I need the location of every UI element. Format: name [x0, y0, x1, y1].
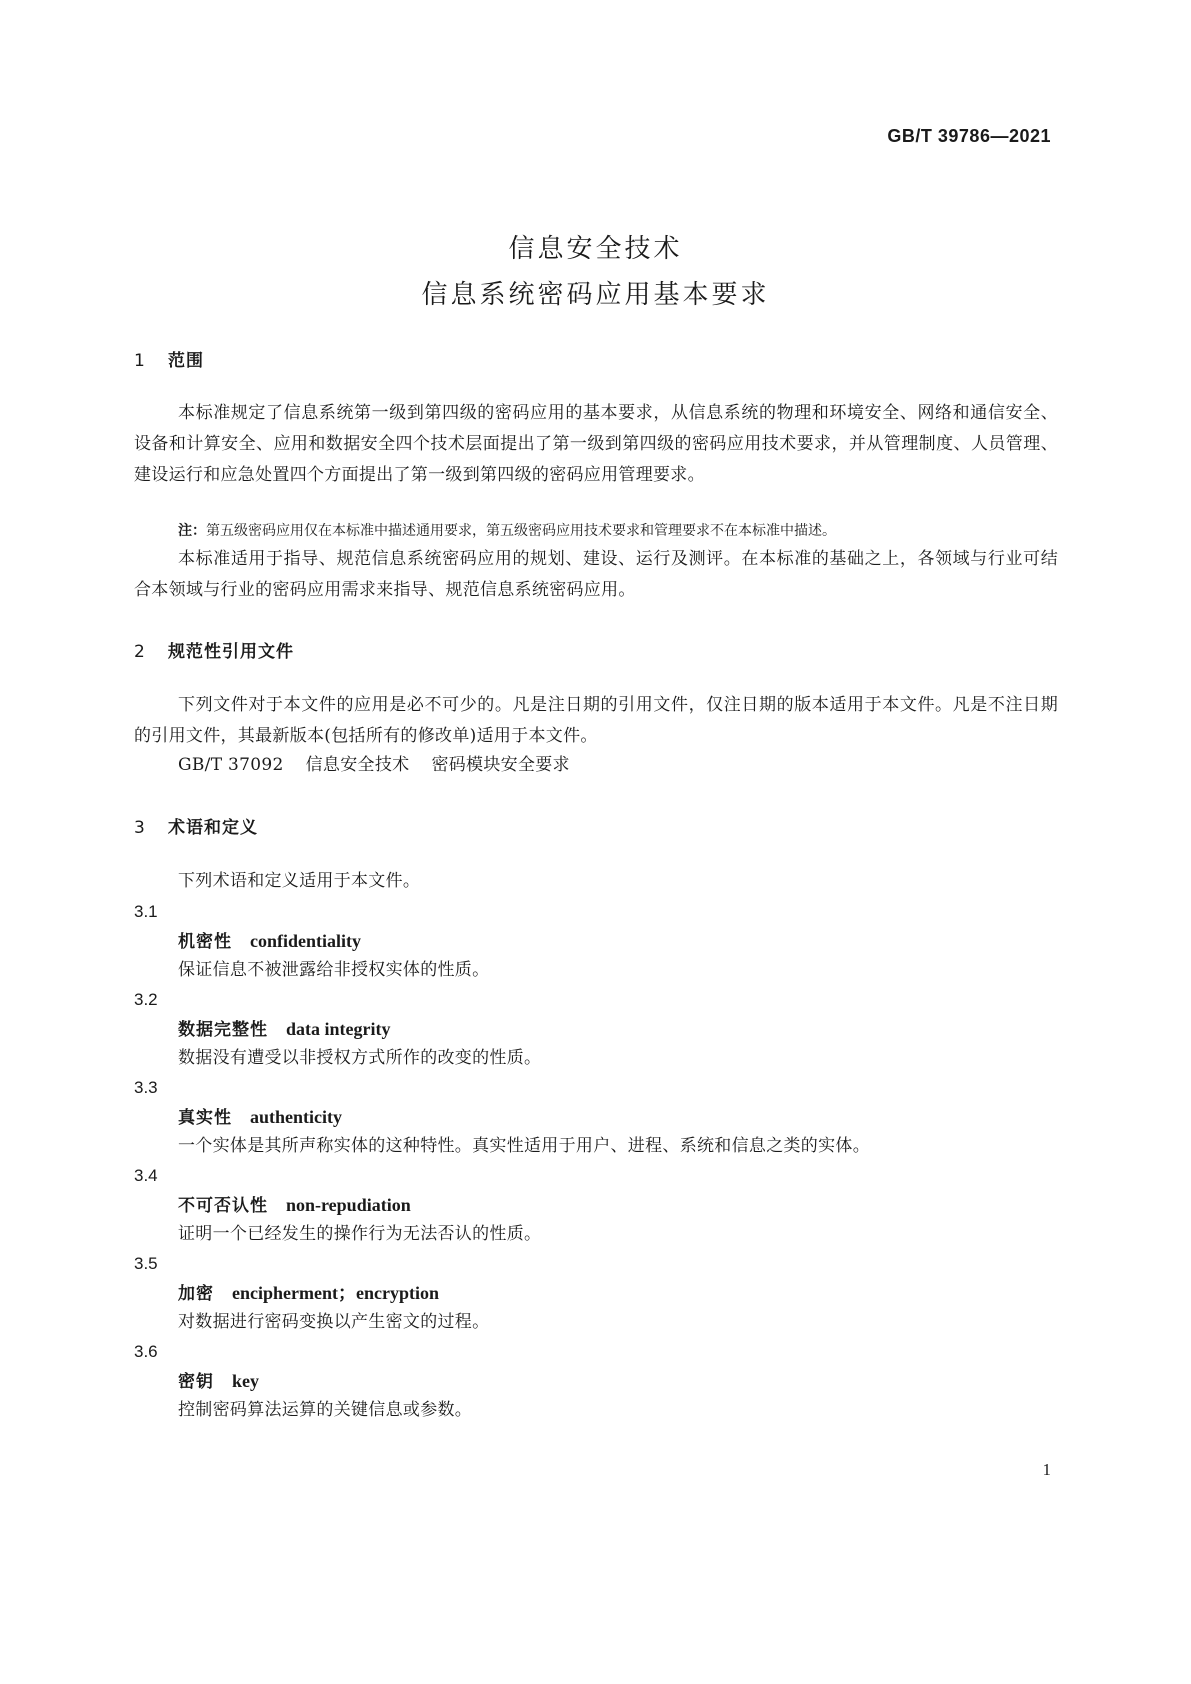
- term-name-en: non-repudiation: [286, 1195, 411, 1215]
- scope-paragraph-1: 本标准规定了信息系统第一级到第四级的密码应用的基本要求，从信息系统的物理和环境安全、网络和通信安全、设备和计算安全、应用和数据安全四个技术层面提出了第一级到第四级的密码应用技术要求，并从管理制度、人员管理、建设运行和应急处置四个方面提出了第一级到第四级的密码应用管理要求。: [134, 403, 1058, 485]
- section-heading-normative-references: [134, 637, 294, 662]
- term-name: [178, 1104, 342, 1131]
- section-heading-terms: [134, 813, 258, 838]
- term-name-en: key: [232, 1371, 259, 1391]
- term-name-zh: 密钥: [178, 1372, 214, 1392]
- section-number: 3: [134, 818, 146, 838]
- term-name: [178, 1016, 390, 1043]
- term-name-zh: 不可否认性: [178, 1196, 268, 1216]
- term-definition: 保证信息不被泄露给非授权实体的性质。: [178, 960, 490, 980]
- term-name-zh: 真实性: [178, 1108, 232, 1128]
- section-title: 术语和定义: [168, 818, 258, 838]
- term-definition: 对数据进行密码变换以产生密文的过程。: [178, 1312, 490, 1332]
- term-name-zh: 加密: [178, 1284, 214, 1304]
- note-text: 第五级密码应用仅在本标准中描述通用要求，第五级密码应用技术要求和管理要求不在本标准中描述。: [206, 523, 836, 539]
- term-number: 3.5: [134, 1254, 158, 1273]
- reference-title-part1: 信息安全技术: [305, 755, 410, 775]
- term-name: [178, 1280, 439, 1307]
- term-definition: 证明一个已经发生的操作行为无法否认的性质。: [178, 1224, 542, 1244]
- term-definition: 一个实体是其所声称实体的这种特性。真实性适用于用户、进程、系统和信息之类的实体。: [178, 1136, 870, 1156]
- term-number: 3.4: [134, 1166, 158, 1185]
- term-name: [178, 928, 361, 955]
- term-name-en: confidentiality: [250, 931, 361, 951]
- term-name: [178, 1368, 259, 1395]
- term-number: 3.2: [134, 990, 158, 1009]
- page-number: 1: [1042, 1460, 1051, 1479]
- references-paragraph: 下列文件对于本文件的应用是必不可少的。凡是注日期的引用文件，仅注日期的版本适用于本文件。凡是不注日期的引用文件，其最新版本(包括所有的修改单)适用于本文件。: [134, 695, 1058, 746]
- term-number: 3.6: [134, 1342, 158, 1361]
- scope-note: [178, 520, 1058, 542]
- terms-intro: 下列术语和定义适用于本文件。: [178, 871, 421, 891]
- reference-title-part2: 密码模块安全要求: [431, 755, 570, 775]
- note-label: 注：: [178, 523, 206, 539]
- standard-number: GB/T 39786—2021: [887, 126, 1051, 146]
- scope-paragraph-2: 本标准适用于指导、规范信息系统密码应用的规划、建设、运行及测评。在本标准的基础之上，各领域与行业可结合本领域与行业的密码应用需求来指导、规范信息系统密码应用。: [134, 549, 1058, 600]
- section-title: 规范性引用文件: [168, 642, 294, 662]
- term-name-en: encipherment；encryption: [232, 1283, 439, 1303]
- term-definition: 数据没有遭受以非授权方式所作的改变的性质。: [178, 1048, 542, 1068]
- document-title-line1: 信息安全技术: [508, 234, 683, 264]
- section-number: 1: [134, 351, 146, 371]
- term-name-zh: 机密性: [178, 932, 232, 952]
- reference-code: GB/T 37092: [178, 755, 284, 775]
- section-number: 2: [134, 642, 146, 662]
- term-number: 3.3: [134, 1078, 158, 1097]
- section-title: 范围: [168, 351, 204, 371]
- term-name: [178, 1192, 411, 1219]
- term-name-en: authenticity: [250, 1107, 342, 1127]
- term-name-en: data integrity: [286, 1019, 391, 1039]
- document-title-line2: 信息系统密码应用基本要求: [421, 280, 770, 310]
- term-number: 3.1: [134, 902, 158, 921]
- term-name-zh: 数据完整性: [178, 1020, 268, 1040]
- section-heading-scope: [134, 346, 204, 371]
- term-definition: 控制密码算法运算的关键信息或参数。: [178, 1400, 473, 1420]
- reference-entry: [178, 750, 570, 781]
